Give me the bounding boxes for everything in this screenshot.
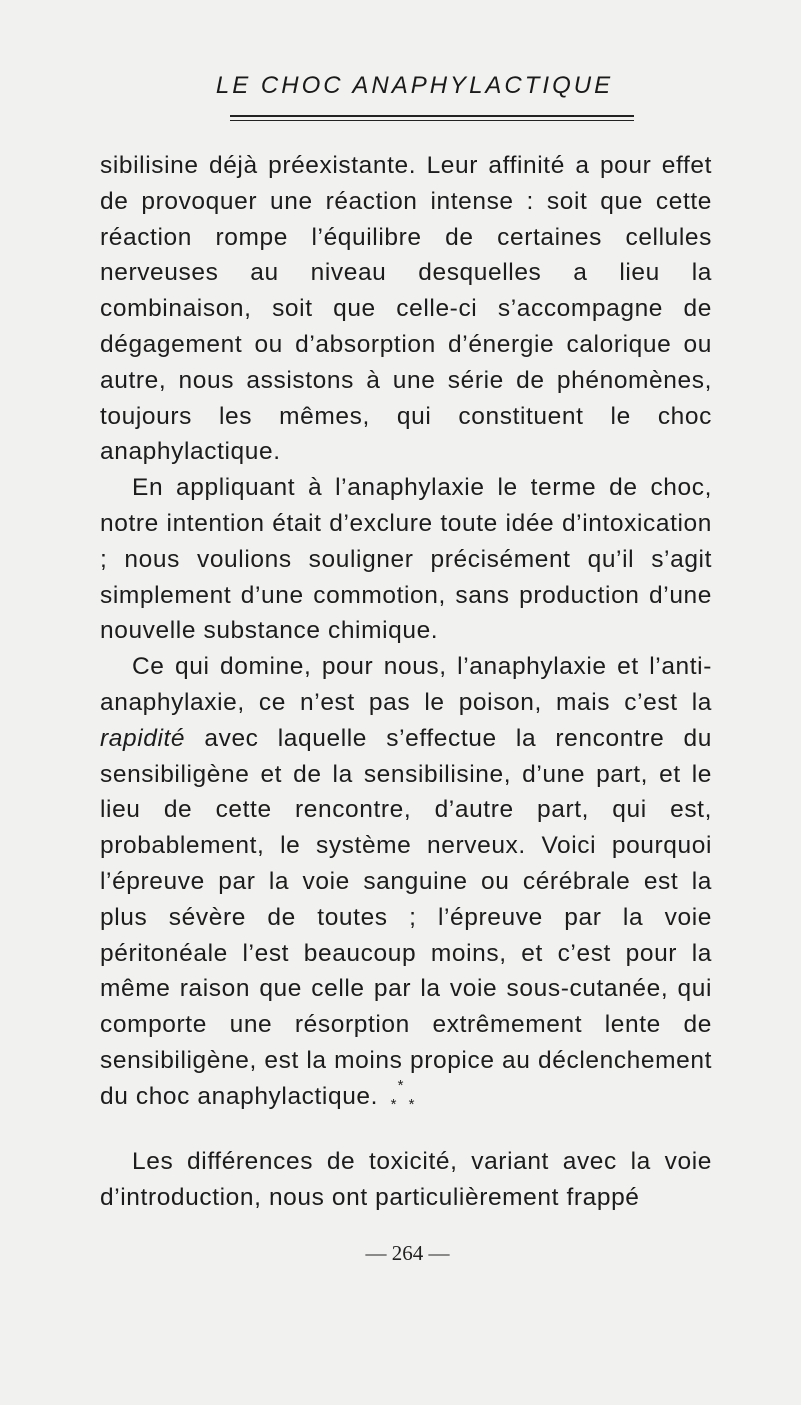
running-title: LE CHOC ANAPHYLACTIQUE [215, 72, 614, 99]
paragraph-3-part-2: avec laquelle s’effectue la rencontre du sensibiligène et de la sensibilisine, d’une part, et le lieu de cette rencontre, d’autre part, qui est, probablement, le système nerveux. Voici pourquoi l’épreuve par la voie sanguine ou cérébrale est la plus sévère de toutes ; l’épreuve par la voie péritonéale l’est beaucoup moins, et c’est pour la même raison que celle par la voie sous-cutanée, qui comporte une résorption extrêmement lente de sensibiligène, est la moins propice au déclenchement du choc anaphylactique. [100, 724, 712, 1110]
header-rule-thick [230, 115, 634, 117]
emphasis-rapidite: rapidité [100, 724, 186, 752]
paragraph-3 [100, 649, 712, 1114]
paragraph-4: Les différences de toxicité, variant avec la voie d’introduction, nous ont particulièrement frappé [100, 1148, 712, 1211]
asterism-top-star: * [397, 1077, 404, 1094]
header-rule-thin [230, 120, 634, 121]
paragraph-3-part-1: Ce qui domine, pour nous, l’anaphylaxie et l’anti-anaphylaxie, ce n’est pas le poison, mais c’est la [100, 653, 712, 716]
paragraph-2: En appliquant à l’anaphylaxie le terme de choc, notre intention était d’exclure toute idée d’intoxication ; nous voulions souligner précisément qu’il s’agit simplement d’une commotion, sans production d’une nouvelle substance chimique. [100, 474, 712, 645]
main-text-block [100, 148, 712, 1115]
asterism-bottom-stars: * * [390, 1096, 419, 1113]
section-text-block [100, 1144, 712, 1216]
paragraph-1: sibilisine déjà préexistante. Leur affinité a pour effet de provoquer une réaction intense : soit que cette réaction rompe l’équilibre de certaines cellules nerveuses au niveau desquelles a lieu la combinaison, soit que celle-ci s’accompagne de dégagement ou d’absorption d’énergie calorique ou autre, nous assistons à une série de phénomènes, toujours les mêmes, qui constituent le choc anaphylactique. [100, 152, 712, 466]
page-number: — 264 — [365, 1241, 450, 1265]
